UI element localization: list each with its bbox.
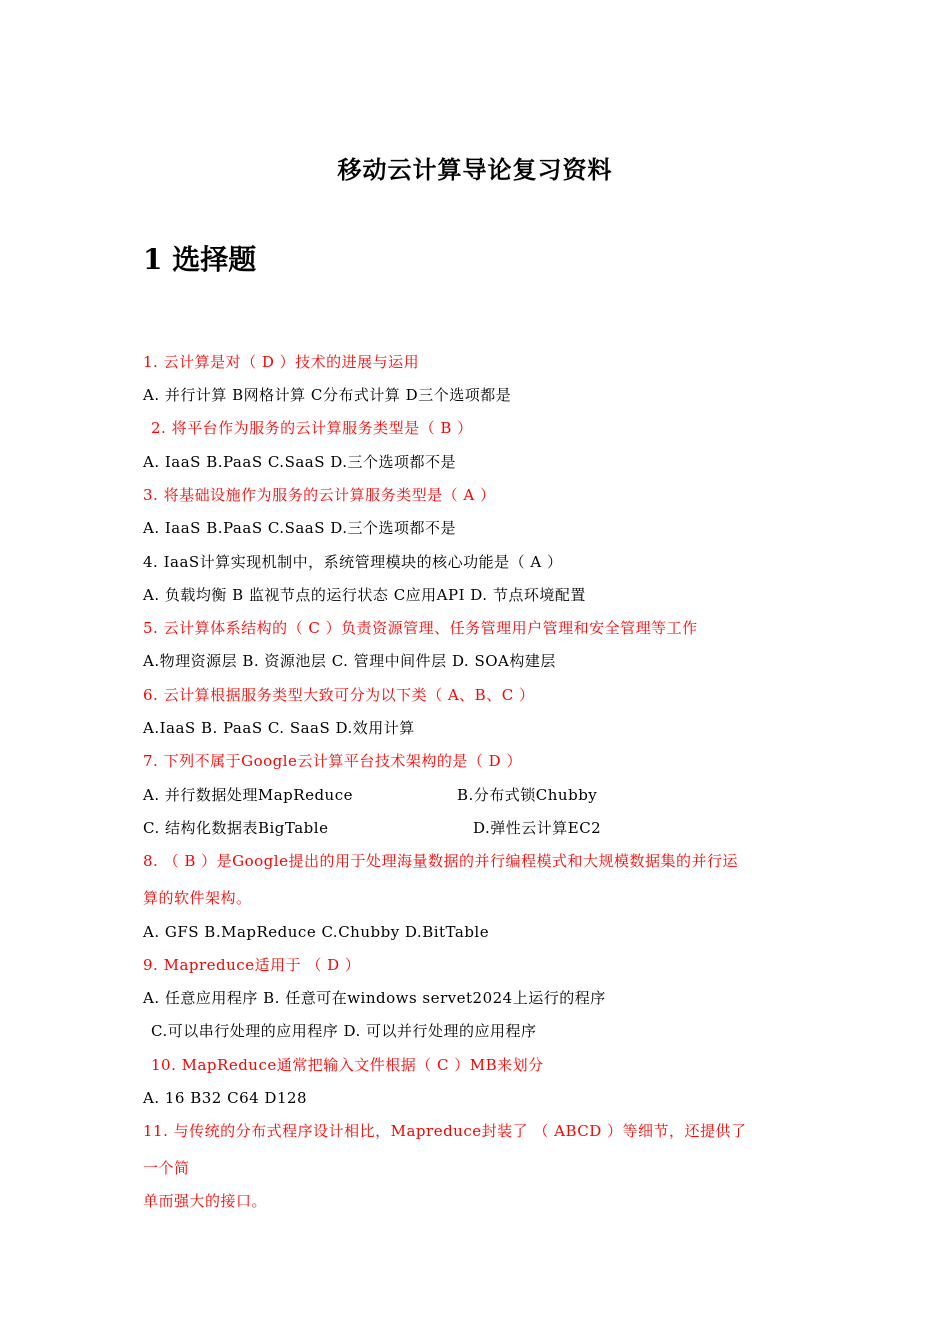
- option-line: C.可以串行处理的应用程序 D. 可以并行处理的应用程序: [151, 1022, 537, 1040]
- text-line: 4. IaaS计算实现机制中，系统管理模块的核心功能是（ A ）: [143, 553, 563, 571]
- option-line: A. IaaS B.PaaS C.SaaS D.三个选项都不是: [143, 453, 457, 471]
- question-line: 一个简: [143, 1159, 190, 1177]
- option-line: A.IaaS B. PaaS C. SaaS D.效用计算: [143, 719, 415, 737]
- option-line: D.弹性云计算EC2: [473, 819, 602, 837]
- option-line: A. 16 B32 C64 D128: [143, 1089, 308, 1107]
- option-line: A. 并行数据处理MapReduce: [143, 786, 353, 804]
- question-line: 1. 云计算是对（ D ）技术的进展与运用: [143, 353, 420, 371]
- question-line: 算的软件架构。: [143, 889, 252, 907]
- option-line: A. 并行计算 B网格计算 C分布式计算 D三个选项都是: [143, 386, 512, 404]
- option-line: C. 结构化数据表BigTable: [143, 819, 329, 837]
- option-line: A. IaaS B.PaaS C.SaaS D.三个选项都不是: [143, 519, 457, 537]
- option-line: A. GFS B.MapReduce C.Chubby D.BitTable: [143, 923, 490, 941]
- question-line: 3. 将基础设施作为服务的云计算服务类型是（ A ）: [143, 486, 496, 504]
- section-heading: 1 选择题: [143, 243, 257, 276]
- question-line: 2. 将平台作为服务的云计算服务类型是（ B ）: [151, 419, 473, 437]
- question-line: 6. 云计算根据服务类型大致可分为以下类（ A、B、C ）: [143, 686, 535, 704]
- option-line: B.分布式锁Chubby: [457, 786, 598, 804]
- question-line: 8. （ B ）是Google提出的用于处理海量数据的并行编程模式和大规模数据集的并行运: [143, 852, 738, 870]
- question-line: 10. MapReduce通常把输入文件根据（ C ）MB来划分: [151, 1056, 544, 1074]
- question-line: 11. 与传统的分布式程序设计相比，Mapreduce封装了 （ ABCD ）等细节，还提供了: [143, 1122, 747, 1140]
- question-line: 7. 下列不属于Google云计算平台技术架构的是（ D ）: [143, 752, 522, 770]
- question-line: 5. 云计算体系结构的（ C ）负责资源管理、任务管理用户管理和安全管理等工作: [143, 619, 698, 637]
- option-line: A. 负载均衡 B 监视节点的运行状态 C应用API D. 节点环境配置: [143, 586, 586, 604]
- question-line: 单而强大的接口。: [143, 1192, 268, 1210]
- option-line: A.物理资源层 B. 资源池层 C. 管理中间件层 D. SOA构建层: [143, 652, 556, 670]
- option-line: A. 任意应用程序 B. 任意可在windows servet2024上运行的程序: [143, 989, 606, 1007]
- question-line: 9. Mapreduce适用于 （ D ）: [143, 956, 361, 974]
- document-title: 移动云计算导论复习资料: [337, 155, 613, 184]
